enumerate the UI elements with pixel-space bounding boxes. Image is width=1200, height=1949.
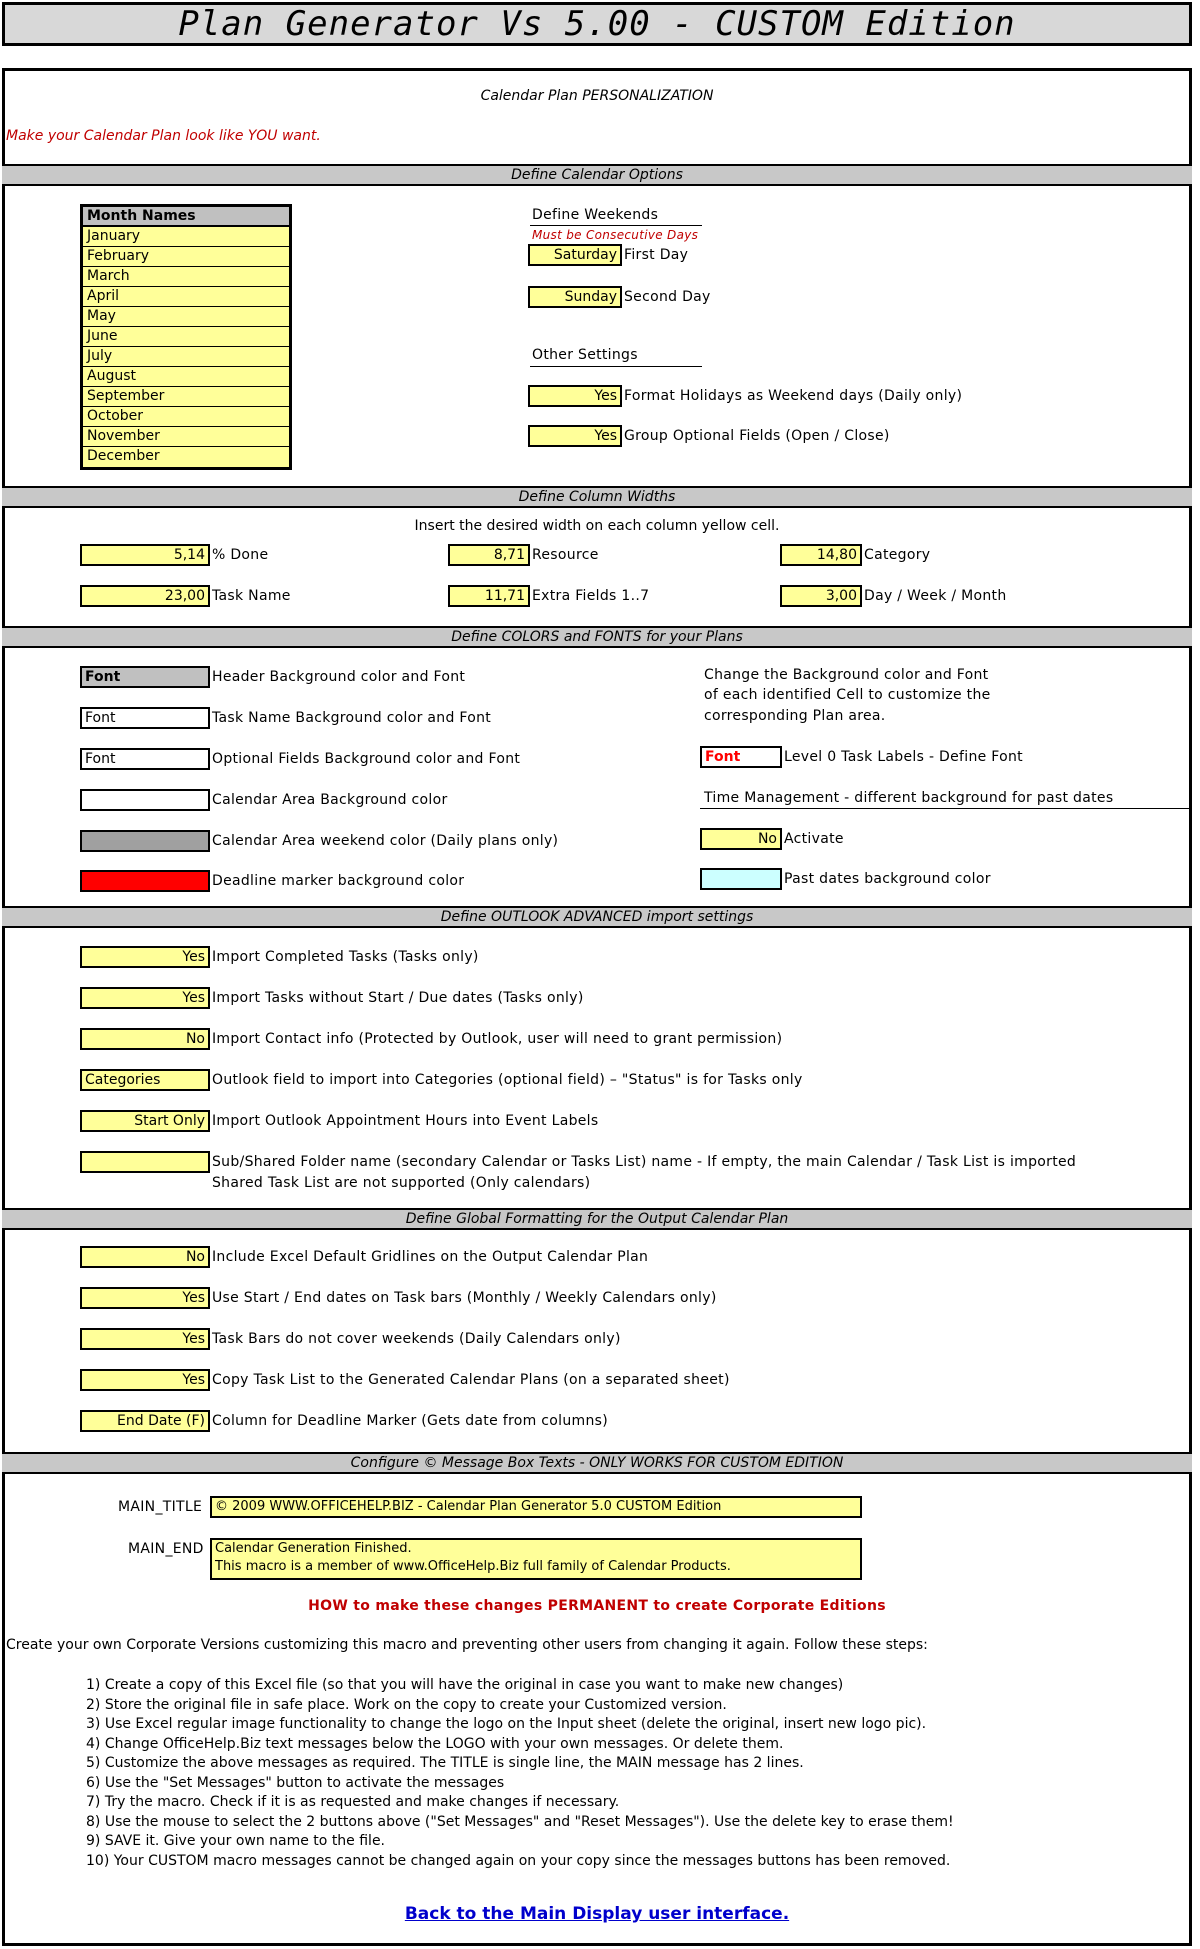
import-nodates-field[interactable]: Yes xyxy=(80,987,210,1009)
time-management-header: Time Management - different background for past dates xyxy=(704,790,1114,806)
deadline-color-cell[interactable] xyxy=(80,870,210,892)
activate-past-dates-label: Activate xyxy=(784,831,844,847)
import-completed-label: Import Completed Tasks (Tasks only) xyxy=(212,949,479,965)
back-link-row xyxy=(0,1904,1194,1924)
colors-help-line-2: of each identified Cell to customize the xyxy=(704,687,991,703)
time-management-underline xyxy=(700,808,1192,809)
month-cell[interactable]: February xyxy=(83,247,289,267)
app-title-text: Plan Generator Vs 5.00 - CUSTOM Edition xyxy=(178,4,1016,44)
month-names-header: Month Names xyxy=(83,207,289,227)
month-cell[interactable]: April xyxy=(83,287,289,307)
calendar-bg-color-label: Calendar Area Background color xyxy=(212,792,448,808)
howto-header: HOW to make these changes PERMANENT to create Corporate Editions xyxy=(308,1598,886,1614)
shared-folder-note: Shared Task List are not supported (Only calendars) xyxy=(212,1175,591,1191)
month-cell[interactable]: August xyxy=(83,367,289,387)
back-to-main-link[interactable]: Back to the Main Display user interface. xyxy=(404,1904,790,1924)
level0-font-label: Level 0 Task Labels - Define Font xyxy=(784,749,1023,765)
width-day-label: Day / Week / Month xyxy=(864,588,1007,604)
section-calendar-options: Define Calendar Options xyxy=(2,164,1192,186)
header-color-label: Header Background color and Font xyxy=(212,669,466,685)
width-category-label: Category xyxy=(864,547,931,563)
other-settings-underline xyxy=(530,366,702,367)
width-extra-field[interactable]: 11,71 xyxy=(448,585,530,607)
weekend-color-label: Calendar Area weekend color (Daily plans only) xyxy=(212,833,559,849)
month-cell[interactable]: May xyxy=(83,307,289,327)
group-optional-label: Group Optional Fields (Open / Close) xyxy=(624,428,890,444)
howto-step: 4) Change OfficeHelp.Biz text messages below the LOGO with your own messages. Or delete them. xyxy=(86,1735,784,1752)
howto-step: 1) Create a copy of this Excel file (so that you will have the original in case you want to make new changes) xyxy=(86,1677,844,1693)
other-settings-header: Other Settings xyxy=(532,347,638,363)
import-completed-field[interactable]: Yes xyxy=(80,946,210,968)
calendar-bg-color-cell[interactable] xyxy=(80,789,210,811)
month-cell[interactable]: October xyxy=(83,407,289,427)
page-tagline: Make your Calendar Plan look like YOU want. xyxy=(6,128,321,144)
section-global-formatting: Define Global Formatting for the Output Calendar Plan xyxy=(2,1208,1192,1230)
width-day-field[interactable]: 3,00 xyxy=(780,585,862,607)
month-cell[interactable]: July xyxy=(83,347,289,367)
start-end-dates-label: Use Start / End dates on Task bars (Monthly / Weekly Calendars only) xyxy=(212,1290,717,1306)
import-contact-field[interactable]: No xyxy=(80,1028,210,1050)
width-resource-field[interactable]: 8,71 xyxy=(448,544,530,566)
copy-task-list-label: Copy Task List to the Generated Calendar Plans (on a separated sheet) xyxy=(212,1372,730,1388)
howto-step: 3) Use Excel regular image functionality to change the logo on the Input sheet (delete the original, insert new logo pic). xyxy=(86,1716,927,1732)
gridlines-field[interactable]: No xyxy=(80,1246,210,1268)
howto-step: 7) Try the macro. Check if it is as requested and make changes if necessary. xyxy=(86,1794,620,1810)
width-extra-label: Extra Fields 1..7 xyxy=(532,588,650,604)
optional-color-label: Optional Fields Background color and Font xyxy=(212,751,521,767)
howto-intro: Create your own Corporate Versions customizing this macro and preventing other users from changing it again. Follow these steps: xyxy=(6,1637,928,1653)
section-colors-fonts: Define COLORS and FONTS for your Plans xyxy=(2,626,1192,648)
section-messages: Configure © Message Box Texts - ONLY WORKS FOR CUSTOM EDITION xyxy=(2,1452,1192,1474)
colors-help-line-3: corresponding Plan area. xyxy=(704,708,886,724)
holidays-weekend-label: Format Holidays as Weekend days (Daily only) xyxy=(624,388,963,404)
appointment-hours-label: Import Outlook Appointment Hours into Event Labels xyxy=(212,1113,599,1129)
optional-color-cell[interactable]: Font xyxy=(80,748,210,770)
howto-step: 6) Use the "Set Messages" button to activate the messages xyxy=(86,1774,505,1791)
app-title xyxy=(2,2,1192,46)
activate-past-dates-field[interactable]: No xyxy=(700,828,782,850)
appointment-hours-field[interactable]: Start Only xyxy=(80,1110,210,1132)
shared-folder-label: Sub/Shared Folder name (secondary Calendar or Tasks List) name - If empty, the main Calendar / Task List is imported xyxy=(212,1154,1077,1170)
import-nodates-label: Import Tasks without Start / Due dates (Tasks only) xyxy=(212,990,584,1006)
bars-weekends-field[interactable]: Yes xyxy=(80,1328,210,1350)
second-weekend-day-label: Second Day xyxy=(624,289,711,305)
main-end-line-1: Calendar Generation Finished. xyxy=(215,1541,412,1556)
month-cell[interactable]: March xyxy=(83,267,289,287)
level0-font-cell[interactable]: Font xyxy=(700,746,782,768)
group-optional-field[interactable]: Yes xyxy=(528,425,622,447)
widths-instruction: Insert the desired width on each column yellow cell. xyxy=(414,518,780,534)
categories-field[interactable]: Categories xyxy=(80,1069,210,1091)
past-dates-color-label: Past dates background color xyxy=(784,871,991,887)
month-names-list xyxy=(80,204,292,470)
month-cell[interactable]: September xyxy=(83,387,289,407)
width-taskname-field[interactable]: 23,00 xyxy=(80,585,210,607)
header-color-cell[interactable]: Font xyxy=(80,666,210,688)
width-category-field[interactable]: 14,80 xyxy=(780,544,862,566)
main-title-label: MAIN_TITLE xyxy=(118,1499,203,1515)
main-title-field[interactable]: © 2009 WWW.OFFICEHELP.BIZ - Calendar Plan Generator 5.0 CUSTOM Edition xyxy=(210,1496,862,1518)
section-column-widths: Define Column Widths xyxy=(2,486,1192,508)
first-weekend-day-label: First Day xyxy=(624,247,689,263)
main-end-line-2: This macro is a member of www.OfficeHelp.Biz full family of Calendar Products. xyxy=(215,1559,731,1574)
month-cell[interactable]: June xyxy=(83,327,289,347)
howto-steps xyxy=(86,1676,954,1871)
gridlines-label: Include Excel Default Gridlines on the Output Calendar Plan xyxy=(212,1249,649,1265)
howto-step: 10) Your CUSTOM macro messages cannot be changed again on your copy since the messages buttons has been removed. xyxy=(86,1852,951,1869)
weekends-note: Must be Consecutive Days xyxy=(532,228,699,242)
howto-step: 9) SAVE it. Give your own name to the file. xyxy=(86,1833,386,1849)
width-done-field[interactable]: 5,14 xyxy=(80,544,210,566)
weekends-header: Define Weekends xyxy=(532,207,659,223)
past-dates-color-cell[interactable] xyxy=(700,868,782,890)
shared-folder-field[interactable] xyxy=(80,1151,210,1173)
month-cell[interactable]: December xyxy=(83,447,289,467)
width-done-label: % Done xyxy=(212,547,269,563)
month-cell[interactable]: January xyxy=(83,227,289,247)
bars-weekends-label: Task Bars do not cover weekends (Daily Calendars only) xyxy=(212,1331,621,1347)
page-subtitle: Calendar Plan PERSONALIZATION xyxy=(480,88,714,104)
width-taskname-label: Task Name xyxy=(212,588,291,604)
deadline-column-field[interactable]: End Date (F) xyxy=(80,1410,210,1432)
weekend-color-cell[interactable] xyxy=(80,830,210,852)
month-cell[interactable]: November xyxy=(83,427,289,447)
width-resource-label: Resource xyxy=(532,547,599,563)
holidays-weekend-field[interactable]: Yes xyxy=(528,385,622,407)
copy-task-list-field[interactable]: Yes xyxy=(80,1369,210,1391)
howto-step: 2) Store the original file in safe place. Work on the copy to create your Customized version. xyxy=(86,1696,727,1713)
main-end-label: MAIN_END xyxy=(128,1541,204,1557)
start-end-dates-field[interactable]: Yes xyxy=(80,1287,210,1309)
section-outlook: Define OUTLOOK ADVANCED import settings xyxy=(2,906,1192,928)
first-weekend-day-field[interactable]: Saturday xyxy=(528,244,622,266)
import-contact-label: Import Contact info (Protected by Outlook, user will need to grant permission) xyxy=(212,1031,783,1047)
second-weekend-day-field[interactable]: Sunday xyxy=(528,286,622,308)
categories-label: Outlook field to import into Categories (optional field) – "Status" is for Tasks only xyxy=(212,1072,803,1088)
taskname-color-label: Task Name Background color and Font xyxy=(212,710,492,726)
colors-help-line-1: Change the Background color and Font xyxy=(704,667,989,683)
deadline-color-label: Deadline marker background color xyxy=(212,873,465,889)
main-end-field[interactable] xyxy=(210,1538,862,1580)
howto-step: 5) Customize the above messages as required. The TITLE is single line, the MAIN message has 2 lines. xyxy=(86,1755,804,1771)
taskname-color-cell[interactable]: Font xyxy=(80,707,210,729)
howto-step: 8) Use the mouse to select the 2 buttons above ("Set Messages" and "Reset Messages"). Use the delete key to erase them! xyxy=(86,1813,954,1830)
deadline-column-label: Column for Deadline Marker (Gets date from columns) xyxy=(212,1413,608,1429)
